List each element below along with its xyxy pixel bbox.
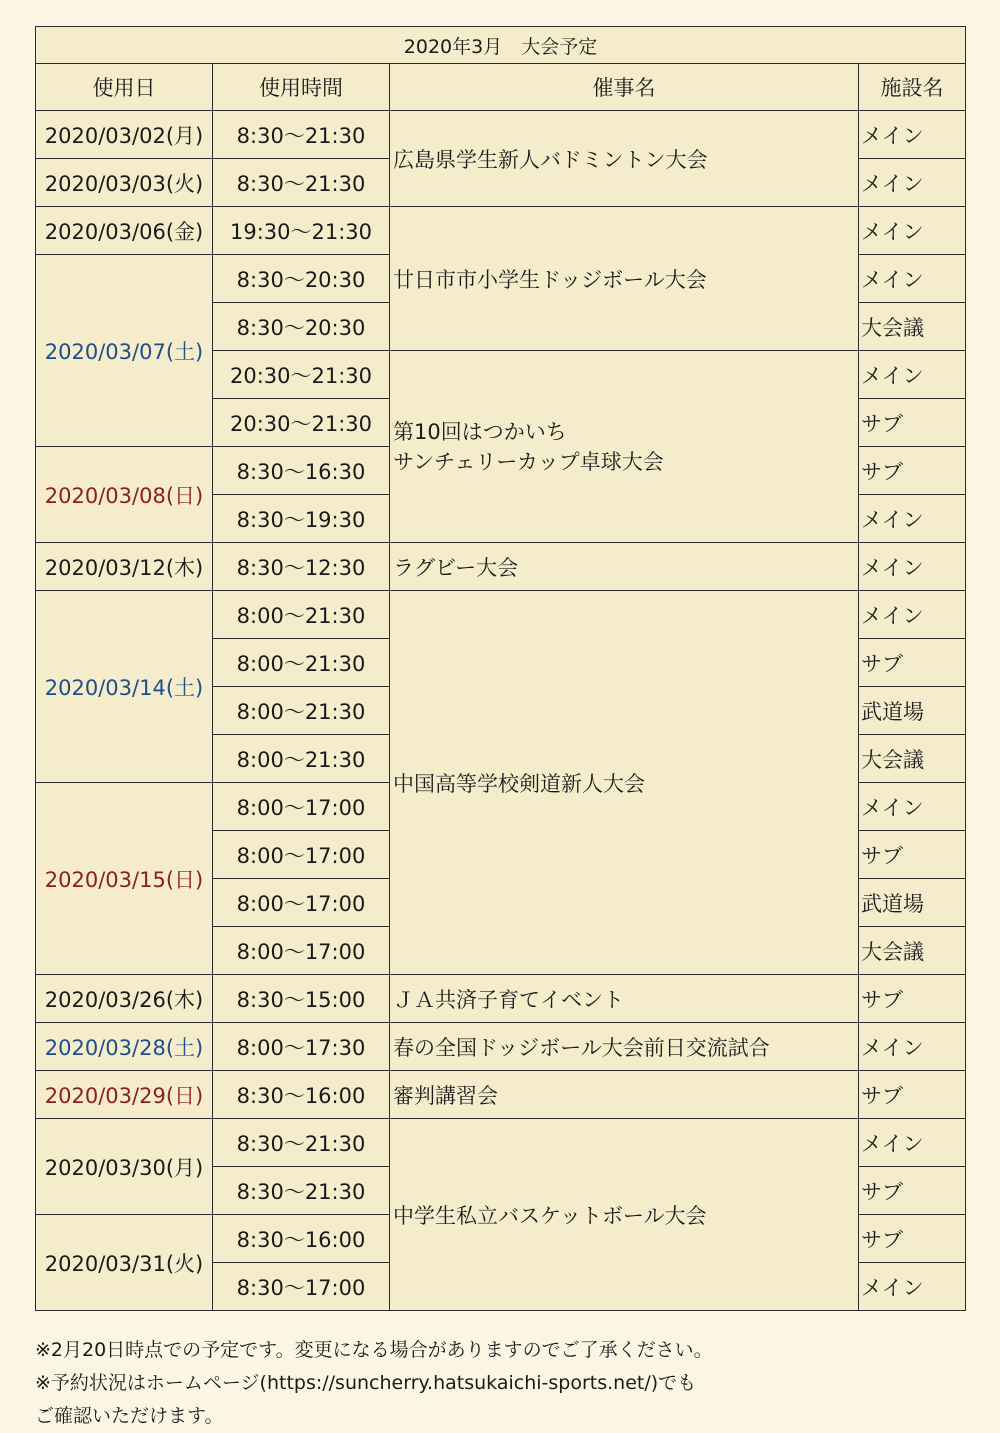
table-row (36, 591, 966, 639)
facility-cell: 大会議 (859, 735, 966, 783)
title-row (36, 27, 966, 64)
facility-cell: サブ (859, 831, 966, 879)
time-cell: 8:00～17:00 (213, 879, 390, 927)
date-cell: 2020/03/31(火) (36, 1215, 213, 1311)
date-cell: 2020/03/14(土) (36, 591, 213, 783)
time-cell: 8:00～17:00 (213, 831, 390, 879)
table-row (36, 111, 966, 159)
date-cell: 2020/03/07(土) (36, 255, 213, 447)
time-cell: 8:30～21:30 (213, 1119, 390, 1167)
facility-cell: サブ (859, 447, 966, 495)
header-facility: 施設名 (859, 64, 966, 111)
event-cell: 中学生私立バスケットボール大会 (390, 1119, 859, 1311)
note-line: ※2月20日時点での予定です。変更になる場合がありますのでご了承ください。 (35, 1339, 713, 1361)
time-cell: 8:00～21:30 (213, 639, 390, 687)
time-cell: 8:00～17:00 (213, 783, 390, 831)
time-cell: 8:30～15:00 (213, 975, 390, 1023)
event-cell: 中国高等学校剣道新人大会 (390, 591, 859, 975)
event-cell (390, 351, 859, 543)
header-time: 使用時間 (213, 64, 390, 111)
date-cell: 2020/03/12(木) (36, 543, 213, 591)
facility-cell: メイン (859, 159, 966, 207)
date-cell: 2020/03/02(月) (36, 111, 213, 159)
time-cell: 8:30～21:30 (213, 159, 390, 207)
note-line: ※予約状況はホームページ(https://suncherry.hatsukaichi-sports.net/)でも (35, 1372, 697, 1394)
event-cell: 廿日市市小学生ドッジボール大会 (390, 207, 859, 351)
event-cell: 春の全国ドッジボール大会前日交流試合 (390, 1023, 859, 1071)
time-cell: 8:30～21:30 (213, 1167, 390, 1215)
date-cell: 2020/03/08(日) (36, 447, 213, 543)
date-cell: 2020/03/30(月) (36, 1119, 213, 1215)
facility-cell: サブ (859, 399, 966, 447)
time-cell: 8:30～16:30 (213, 447, 390, 495)
facility-cell: サブ (859, 1167, 966, 1215)
page-title: 2020年3月 大会予定 (36, 27, 966, 64)
facility-cell: メイン (859, 255, 966, 303)
time-cell: 8:30～17:00 (213, 1263, 390, 1311)
table-row (36, 543, 966, 591)
table-row (36, 1023, 966, 1071)
facility-cell: 大会議 (859, 927, 966, 975)
table-row (36, 975, 966, 1023)
facility-cell: メイン (859, 1023, 966, 1071)
time-cell: 8:00～21:30 (213, 591, 390, 639)
facility-cell: メイン (859, 1263, 966, 1311)
time-cell: 19:30～21:30 (213, 207, 390, 255)
time-cell: 8:30～16:00 (213, 1215, 390, 1263)
facility-cell: メイン (859, 495, 966, 543)
facility-cell: サブ (859, 639, 966, 687)
note-line: ご確認いただけます。 (35, 1405, 224, 1427)
date-cell: 2020/03/29(日) (36, 1071, 213, 1119)
date-cell: 2020/03/28(土) (36, 1023, 213, 1071)
event-cell: 広島県学生新人バドミントン大会 (390, 111, 859, 207)
facility-cell: メイン (859, 543, 966, 591)
facility-cell: サブ (859, 1071, 966, 1119)
facility-cell: 武道場 (859, 879, 966, 927)
time-cell: 8:30～12:30 (213, 543, 390, 591)
date-cell: 2020/03/06(金) (36, 207, 213, 255)
event-cell: 審判講習会 (390, 1071, 859, 1119)
schedule-sheet (35, 26, 965, 1311)
event-line: 第10回はつかいち (393, 419, 567, 444)
date-cell: 2020/03/26(木) (36, 975, 213, 1023)
event-cell: ラグビー大会 (390, 543, 859, 591)
date-cell: 2020/03/15(日) (36, 783, 213, 975)
facility-cell: 武道場 (859, 687, 966, 735)
time-cell: 8:30～16:00 (213, 1071, 390, 1119)
table-row (36, 1071, 966, 1119)
notes (35, 1334, 975, 1433)
facility-cell: メイン (859, 783, 966, 831)
header-event: 催事名 (390, 64, 859, 111)
time-cell: 20:30～21:30 (213, 351, 390, 399)
header-row (36, 64, 966, 111)
header-date: 使用日 (36, 64, 213, 111)
facility-cell: メイン (859, 1119, 966, 1167)
date-cell: 2020/03/03(火) (36, 159, 213, 207)
table-row (36, 207, 966, 255)
time-cell: 8:30～20:30 (213, 255, 390, 303)
event-cell: ＪＡ共済子育てイベント (390, 975, 859, 1023)
event-line: サンチェリーカップ卓球大会 (393, 449, 664, 474)
facility-cell: メイン (859, 351, 966, 399)
time-cell: 20:30～21:30 (213, 399, 390, 447)
facility-cell: サブ (859, 1215, 966, 1263)
facility-cell: メイン (859, 111, 966, 159)
time-cell: 8:00～21:30 (213, 735, 390, 783)
facility-cell: 大会議 (859, 303, 966, 351)
time-cell: 8:30～21:30 (213, 111, 390, 159)
time-cell: 8:30～19:30 (213, 495, 390, 543)
facility-cell: メイン (859, 207, 966, 255)
schedule-table (35, 26, 966, 1311)
facility-cell: サブ (859, 975, 966, 1023)
table-row (36, 1119, 966, 1167)
time-cell: 8:00～17:30 (213, 1023, 390, 1071)
time-cell: 8:00～21:30 (213, 687, 390, 735)
time-cell: 8:00～17:00 (213, 927, 390, 975)
time-cell: 8:30～20:30 (213, 303, 390, 351)
facility-cell: メイン (859, 591, 966, 639)
